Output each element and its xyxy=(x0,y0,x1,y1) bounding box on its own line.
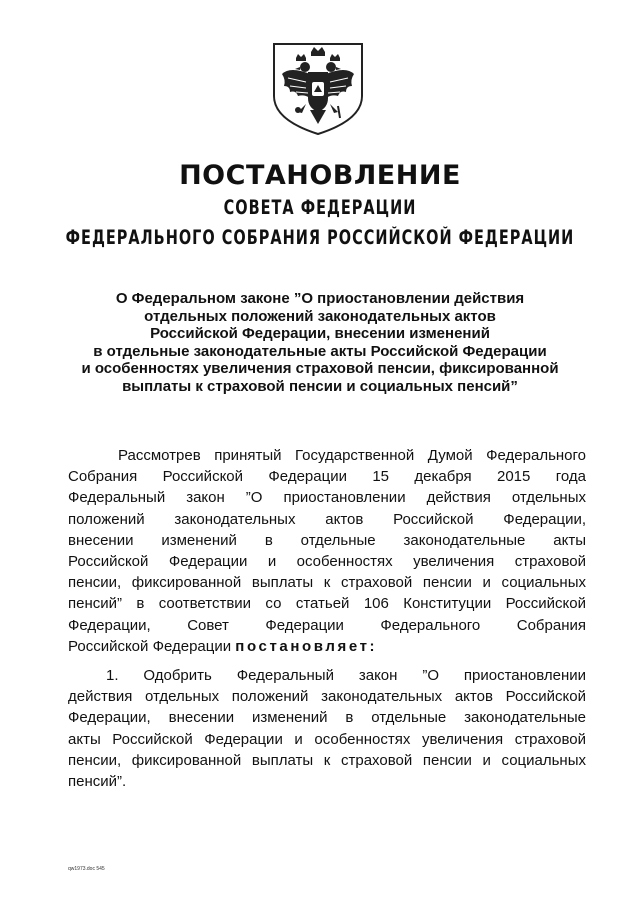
resolves-keyword: постановляет: xyxy=(235,637,378,655)
resolution-preamble xyxy=(68,445,586,657)
heading-line: выплаты к страховой пенсии и социальных пенсий” xyxy=(122,377,518,395)
document-subtitle-council: СОВЕТА ФЕДЕРАЦИИ xyxy=(223,198,417,220)
heading-line: и особенностях увеличения страховой пенсии, фиксированной xyxy=(81,360,559,377)
preamble-line: Федерации, Совет Федерации Федерального Собрания xyxy=(68,616,586,634)
preamble-line: Собрания Российской Федерации 15 декабря 2015 года xyxy=(68,468,586,486)
preamble-line: внесении изменений в отдельные законодательные акты xyxy=(68,531,586,549)
preamble-line: пенсий” в соответствии со статьей 106 Конституции Российской xyxy=(68,595,586,613)
item-line: 1. Одобрить Федеральный закон ”О приостановлении xyxy=(106,667,586,684)
document-heading xyxy=(60,290,580,395)
preamble-line: Рассмотрев принятый Государственной Думой Федерального xyxy=(118,447,586,464)
item-line: пенсии, фиксированной выплаты к страховой пенсии и социальных xyxy=(68,751,586,769)
item-line: Федерации, внесении изменений в отдельные законодательные xyxy=(68,709,586,727)
item-line: пенсий”. xyxy=(68,772,127,790)
heading-line: О Федеральном законе ”О приостановлении действия xyxy=(115,290,525,307)
document-title: ПОСТАНОВЛЕНИЕ xyxy=(179,160,461,191)
item-line: действия отдельных положений законодательных актов Российской xyxy=(68,688,586,706)
preamble-line: пенсии, фиксированной выплаты к страховой пенсии и социальных xyxy=(68,574,586,592)
resolution-item-1 xyxy=(68,665,586,792)
document-subtitle-assembly: ФЕДЕРАЛЬНОГО СОБРАНИЯ РОССИЙСКОЙ ФЕДЕРАЦИИ xyxy=(65,228,575,250)
preamble-last-line-text: Российской Федерации xyxy=(68,637,236,655)
heading-line: отдельных положений законодательных актов xyxy=(144,307,496,325)
preamble-line: Российской Федерации и особенностях увеличения страховой xyxy=(68,552,586,570)
item-line: акты Российской Федерации и особенностях увеличения страховой xyxy=(68,730,586,748)
document-footer-code: qw1973.doc 545 xyxy=(68,866,105,872)
preamble-last-line xyxy=(68,636,586,657)
heading-line: в отдельные законодательные акты Российской Федерации xyxy=(93,342,547,360)
preamble-line: Федеральный закон ”О приостановлении действия отдельных xyxy=(68,489,586,507)
heading-line: Российской Федерации, внесении изменений xyxy=(150,325,490,342)
preamble-line: положений законодательных актов Российской Федерации, xyxy=(68,510,586,528)
double-headed-eagle-emblem-icon xyxy=(268,40,368,136)
